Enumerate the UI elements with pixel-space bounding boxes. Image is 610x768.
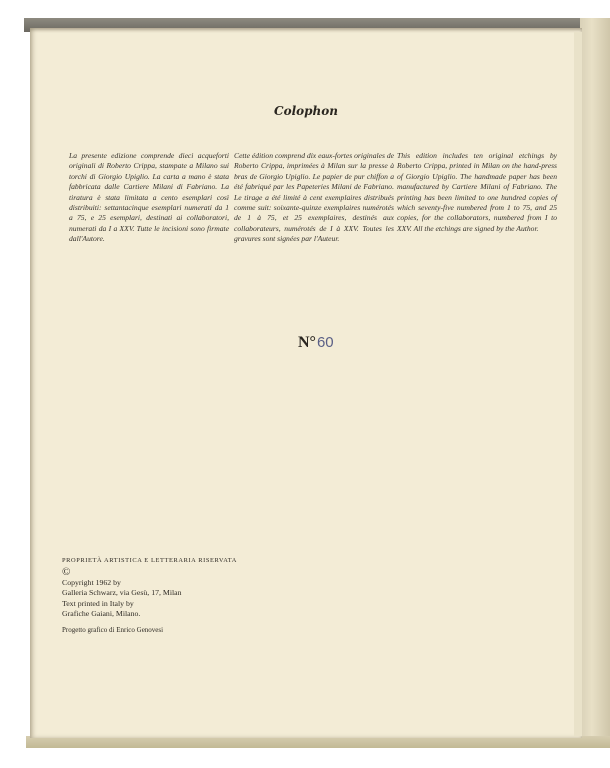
copyright-icon: © [62, 566, 71, 578]
imprint-line: Text printed in Italy by [62, 598, 134, 608]
page-stack-edge [574, 32, 582, 736]
imprint-block [62, 556, 302, 635]
imprint-line: Copyright 1962 by [62, 578, 121, 587]
imprint-line: Grafiche Gaiani, Milano. [62, 609, 141, 619]
french-text-column: Cette édition comprend dix eaux-fortes originales de Roberto Crippa, imprimées à Milan sur la presse à bras de Giorgio Upiglio. Le papier de pur chiffon a été fabriqué par les Papeteries Milani de Fabriano. Le tirage a été limité à cent exemplaires distribués comme suit: soixante-quinze exemplaires numérotés de 1 à 75, et 25 exemplaires, destinés aux collaborateurs, numérotés de I à XXV. Toutes les gravures sont signées par l'Auteur. [234, 151, 394, 244]
design-credit: Progetto grafico di Enrico Genovesi [62, 625, 164, 634]
italian-text-column: La presente edizione comprende dieci acqueforti originali di Roberto Crippa, stampate a Milano sui torchi di Giorgio Upiglio. La carta a mano è stata fabbricata dalle Cartiere Milani di Fabriano. La tiratura è stata limitata a cento esemplari così distribuiti: settantacinque esemplari numerati da 1 a 75, e 25 esemplari, destinati ai collaboratori, numerati da I a XXV. Tutte le incisioni sono firmate dall'Autore. [69, 151, 229, 244]
page-title: Colophon [274, 104, 338, 118]
copy-number [298, 334, 334, 356]
english-text-column: This edition includes ten original etchings by Roberto Crippa, printed in Milan on the hand-press of Giorgio Upiglio. The handmade paper has been manufactured by Cartiere Milani of Fabriano. The printing has been limited to one hundred copies of which seventy-five numbered from 1 to 75, and 25 copies, for the collaborators, numbered from I to XXV. All the etchings are signed by the Author. [397, 151, 557, 233]
copy-number-handwritten: 60 [316, 334, 334, 351]
rights-reserved-line: PROPRIETÀ ARTISTICA E LETTERARIA RISERVATA [62, 557, 237, 564]
book-cover-right-edge [580, 18, 610, 748]
imprint-line: Galleria Schwarz, via Gesù, 17, Milan [62, 588, 182, 598]
copy-number-prefix: N° [298, 334, 316, 351]
